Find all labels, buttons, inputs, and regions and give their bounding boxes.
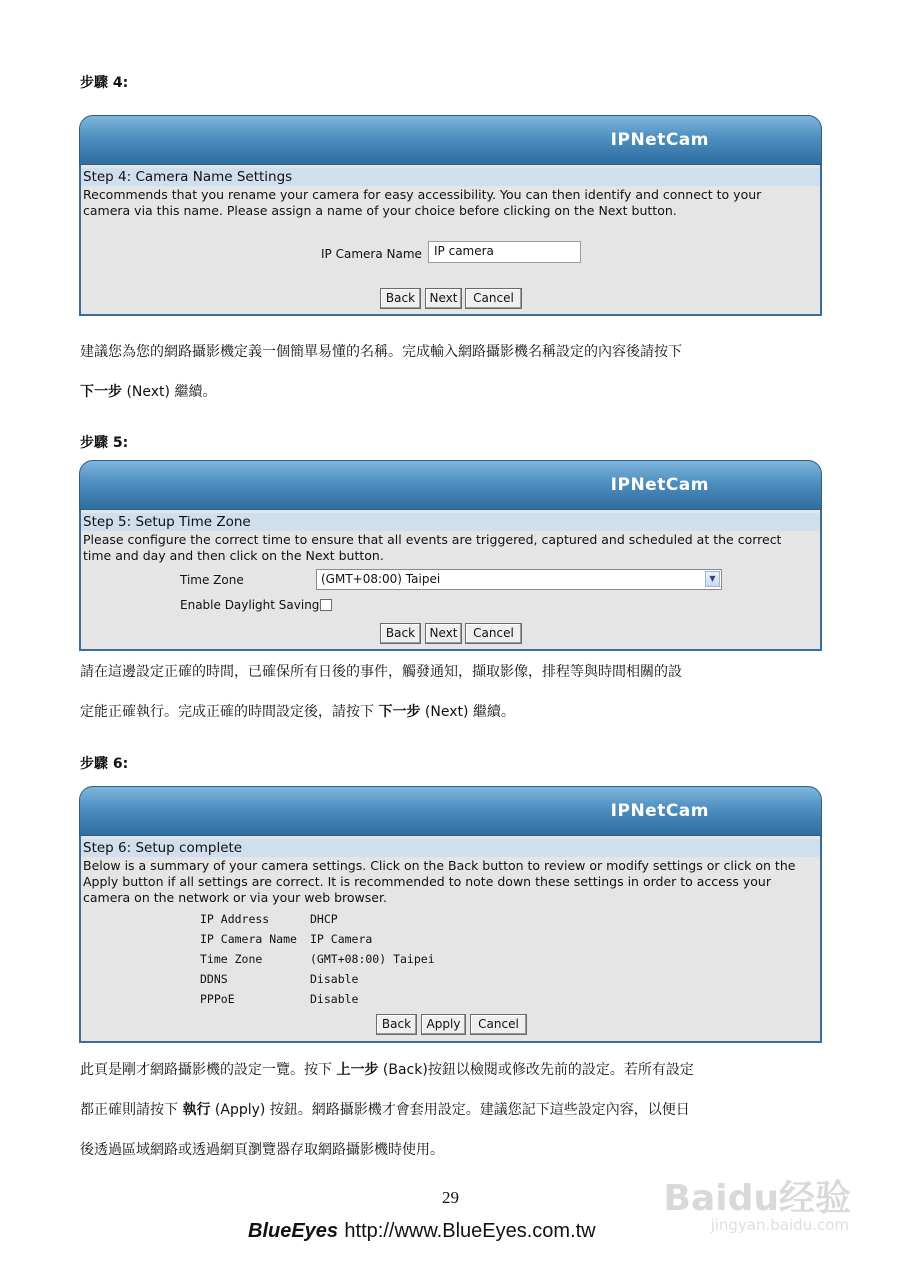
step6-title: Step 6: Setup complete [81, 839, 820, 857]
step6-para-line2-rest: (Apply) 按鈕。網路攝影機才會套用設定。建議您記下這些設定內容，以便日 [210, 1102, 690, 1118]
step4-next-bold: 下一步 [80, 384, 122, 400]
step6-para-line1-pre: 此頁是剛才網路攝影機的設定一覽。按下 [80, 1062, 337, 1078]
step5-para-line2-rest: (Next) 繼續。 [420, 704, 515, 720]
daylight-saving-label: Enable Daylight Saving [180, 598, 320, 612]
step5-description: Please configure the correct time to ensure that all events are triggered, captured and scheduled at the correct time and day and then click on the Next button. [83, 532, 782, 563]
step5-header-bar [79, 460, 822, 510]
step4-description: Recommends that you rename your camera for easy accessibility. You can then identify and connect to your camera via this name. Please assign a name of your choice before clicking on the Next button. [83, 187, 762, 218]
camera-name-label: IP Camera Name [321, 247, 422, 261]
page-number: 29 [442, 1188, 459, 1207]
step5-title: Step 5: Setup Time Zone [81, 513, 820, 531]
step6-para-line1-rest: (Back)按鈕以檢閱或修改先前的設定。若所有設定 [378, 1062, 694, 1078]
footer [248, 1218, 596, 1243]
step6-apply-bold: 執行 [182, 1102, 211, 1118]
step6-back-bold: 上一步 [336, 1062, 379, 1078]
cancel-button[interactable]: Cancel [470, 1014, 527, 1035]
step4-heading: 步驟 4: [80, 75, 129, 91]
step5-para-line2-pre: 定能正確執行。完成正確的時間設定後，請按下 [80, 704, 379, 720]
step4-para-line1: 建議您為您的網路攝影機定義一個簡單易懂的名稱。完成輸入網路攝影機名稱設定的內容後請按下 [80, 344, 682, 360]
camera-name-input[interactable]: IP camera [428, 241, 581, 263]
footer-url[interactable]: http://www.BlueEyes.com.tw [344, 1220, 596, 1242]
step6-paragraph [80, 1050, 825, 1170]
timezone-select[interactable] [316, 569, 722, 590]
step5-paragraph [80, 652, 825, 732]
apply-button[interactable]: Apply [421, 1014, 466, 1035]
back-button[interactable]: Back [380, 623, 421, 644]
summary-label-ip-address: IP Address [200, 912, 270, 926]
summary-label-time-zone: Time Zone [200, 952, 263, 966]
step4-panel [79, 165, 822, 316]
step6-para-line3: 後透過區域網路或透過網頁瀏覽器存取網路攝影機時使用。 [80, 1142, 444, 1158]
step4-title: Step 4: Camera Name Settings [81, 168, 820, 186]
step5-heading: 步驟 5: [80, 435, 129, 451]
step4-header-bar [79, 115, 822, 165]
summary-value-ip-address: DHCP [310, 912, 338, 926]
summary-value-pppoe: Disable [310, 992, 359, 1006]
baidu-watermark: Baidu经验 [663, 1178, 851, 1219]
step4-para-line2: (Next) 繼續。 [122, 384, 217, 400]
next-button[interactable]: Next [425, 288, 462, 309]
cancel-button[interactable]: Cancel [465, 623, 522, 644]
blueeyes-logo: BlueEyes [248, 1220, 339, 1242]
baidu-watermark-url: jingyan.baidu.com [710, 1216, 849, 1234]
summary-label-ddns: DDNS [200, 972, 228, 986]
summary-value-camera-name: IP Camera [310, 932, 373, 946]
step6-description: Below is a summary of your camera settings. Click on the Back button to review or modify settings or click on the Apply button if all settings are correct. It is recommended to note down these settings in order to access your camera on the network or via your web browser. [83, 858, 796, 905]
step6-heading: 步驟 6: [80, 756, 129, 772]
back-button[interactable]: Back [380, 288, 421, 309]
step6-panel [79, 836, 822, 1043]
daylight-saving-checkbox[interactable] [320, 599, 332, 611]
step5-next-bold: 下一步 [378, 704, 421, 720]
timezone-label: Time Zone [180, 573, 244, 587]
summary-value-time-zone: (GMT+08:00) Taipei [310, 952, 435, 966]
summary-label-camera-name: IP Camera Name [200, 932, 297, 946]
cancel-button[interactable]: Cancel [465, 288, 522, 309]
chevron-down-icon[interactable]: ▼ [705, 571, 720, 587]
summary-value-ddns: Disable [310, 972, 359, 986]
step5-panel [79, 510, 822, 651]
step4-brand-logo: IPNetCam [610, 130, 709, 150]
next-button[interactable]: Next [425, 623, 462, 644]
step5-brand-logo: IPNetCam [610, 475, 709, 495]
timezone-selected-value: (GMT+08:00) Taipei [321, 572, 441, 586]
step6-header-bar [79, 786, 822, 836]
step4-paragraph [80, 332, 825, 412]
step6-brand-logo: IPNetCam [610, 801, 709, 821]
summary-label-pppoe: PPPoE [200, 992, 235, 1006]
step6-para-line2-pre: 都正確則請按下 [80, 1102, 183, 1118]
step5-para-line1: 請在這邊設定正確的時間，已確保所有日後的事件，觸發通知，擷取影像，排程等與時間相關的設 [80, 664, 682, 680]
back-button[interactable]: Back [376, 1014, 417, 1035]
